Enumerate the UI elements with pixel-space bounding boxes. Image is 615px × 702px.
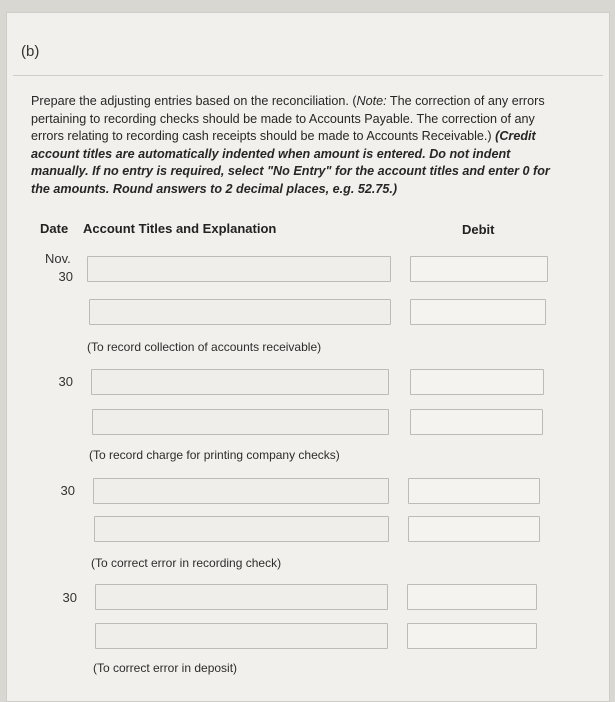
entry-explanation: (To record collection of accounts receivable) xyxy=(87,340,322,354)
date-day: 30 xyxy=(58,269,73,284)
debit-amount-input[interactable] xyxy=(410,256,548,282)
account-title-input[interactable] xyxy=(92,409,389,435)
instructions-text-1: Prepare the adjusting entries based on the reconciliation. ( xyxy=(31,94,357,108)
account-title-input[interactable] xyxy=(95,623,388,649)
debit-amount-input[interactable] xyxy=(408,516,540,542)
account-title-input[interactable] xyxy=(94,516,389,542)
date-column-header: Date xyxy=(40,221,69,236)
entry-explanation: (To correct error in recording check) xyxy=(91,556,282,570)
date-month: Nov. xyxy=(45,251,71,266)
account-title-input[interactable] xyxy=(95,584,388,610)
account-title-input[interactable] xyxy=(91,369,389,395)
debit-amount-input[interactable] xyxy=(408,478,540,504)
debit-amount-input[interactable] xyxy=(410,299,546,325)
divider xyxy=(13,75,603,76)
debit-amount-input[interactable] xyxy=(410,409,543,435)
date-day: 30 xyxy=(60,483,75,498)
entry-explanation: (To record charge for printing company checks) xyxy=(89,448,340,462)
problem-panel xyxy=(6,12,610,702)
debit-amount-input[interactable] xyxy=(410,369,544,395)
debit-column-header: Debit xyxy=(462,222,495,237)
part-label: (b) xyxy=(21,43,40,60)
instructions-bold-note: (Credit account titles are automatically indented when amount is entered. Do not indent manually. If no entry is required, select "No Entry" for the account titles and enter 0 for the amounts. Round answers to 2 decimal places, e.g. 52.75.) xyxy=(31,129,550,196)
entry-explanation: (To correct error in deposit) xyxy=(93,661,238,675)
account-title-input[interactable] xyxy=(93,478,389,504)
date-day: 30 xyxy=(58,374,73,389)
instructions-text-2: The correction of any errors pertaining to recording checks should be made to Accounts Payable. The correction of any errors relating to recording cash receipts should be made to Accounts Receivable.) xyxy=(31,94,545,143)
debit-amount-input[interactable] xyxy=(407,623,537,649)
instructions xyxy=(31,93,561,198)
account-column-header: Account Titles and Explanation xyxy=(83,221,277,236)
debit-amount-input[interactable] xyxy=(407,584,537,610)
date-day: 30 xyxy=(62,590,77,605)
instructions-note-label: Note: xyxy=(356,94,387,108)
account-title-input[interactable] xyxy=(87,256,391,282)
account-title-input[interactable] xyxy=(89,299,391,325)
